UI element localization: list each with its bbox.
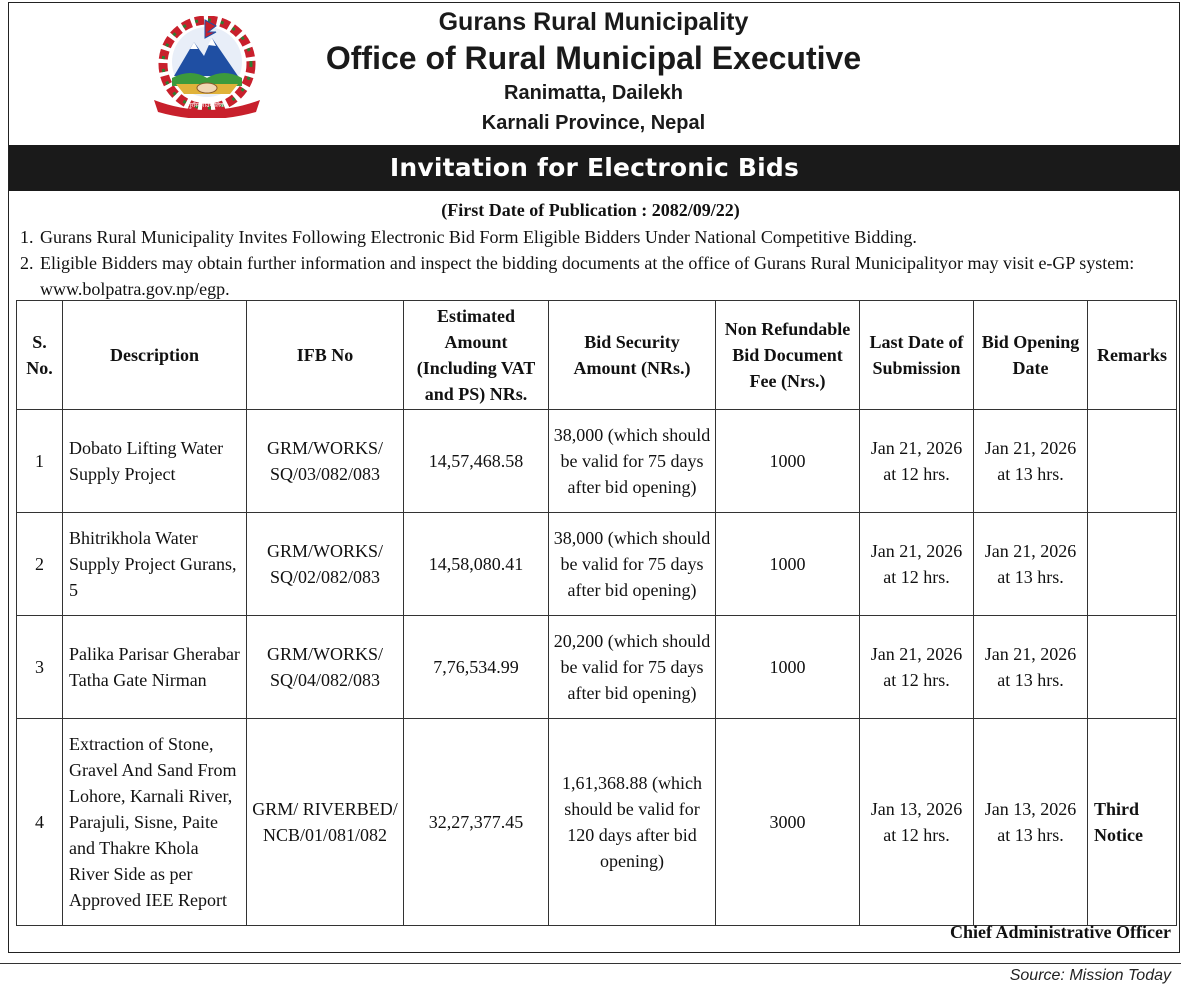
paragraph-text: Eligible Bidders may obtain further information and inspect the bidding documents at the office of Gurans Rural Municipalityor may visit e-GP system: www.bolpatra.gov.np/egp.: [40, 253, 1135, 299]
emblem-caption: गुराँस गाउँपालिका: [187, 102, 227, 109]
cell-last-date: Jan 13, 2026 at 12 hrs.: [860, 719, 974, 926]
cell-last-date: Jan 21, 2026 at 12 hrs.: [860, 410, 974, 513]
cell-last-date: Jan 21, 2026 at 12 hrs.: [860, 513, 974, 616]
table-row: [17, 616, 1177, 719]
header-ifb-no: IFB No: [247, 301, 404, 410]
table-row: [17, 513, 1177, 616]
cell-description: Bhitrikhola Water Supply Project Gurans, 5: [63, 513, 247, 616]
table-row: [17, 719, 1177, 926]
cell-description: Dobato Lifting Water Supply Project: [63, 410, 247, 513]
cell-sno: 2: [17, 513, 63, 616]
notice-banner: Invitation for Electronic Bids: [9, 145, 1180, 191]
source-credit: Source: Mission Today: [1009, 967, 1171, 984]
header-last-date: Last Date of Submission: [860, 301, 974, 410]
cell-amount: 14,58,080.41: [404, 513, 549, 616]
cell-security: 1,61,368.88 (which should be valid for 120 days after bid opening): [549, 719, 716, 926]
paragraph-1: [20, 224, 1020, 250]
header-estimated-amount: Estimated Amount (Including VAT and PS) NRs.: [404, 301, 549, 410]
cell-remarks: [1088, 616, 1177, 719]
bids-table: [16, 300, 1177, 926]
cell-remarks: [1088, 410, 1177, 513]
cell-remarks: [1088, 513, 1177, 616]
header-remarks: Remarks: [1088, 301, 1177, 410]
cell-fee: 1000: [716, 410, 860, 513]
cell-fee: 1000: [716, 513, 860, 616]
office-title: Office of Rural Municipal Executive: [325, 40, 862, 76]
paragraph-2: [20, 250, 1180, 302]
cell-ifb-no: GRM/WORKS/ SQ/04/082/083: [247, 616, 404, 719]
cell-ifb-no: GRM/ RIVERBED/ NCB/01/081/082: [247, 719, 404, 926]
cell-fee: 3000: [716, 719, 860, 926]
publication-date: (First Date of Publication : 2082/09/22): [441, 200, 740, 220]
header-description: Description: [63, 301, 247, 410]
cell-ifb-no: GRM/WORKS/ SQ/02/082/083: [247, 513, 404, 616]
cell-opening-date: Jan 21, 2026 at 13 hrs.: [974, 513, 1088, 616]
cell-opening-date: Jan 21, 2026 at 13 hrs.: [974, 410, 1088, 513]
header-document-fee: Non Refundable Bid Document Fee (Nrs.): [716, 301, 860, 410]
signatory: Chief Administrative Officer: [950, 922, 1171, 942]
cell-sno: 3: [17, 616, 63, 719]
cell-description: Extraction of Stone, Gravel And Sand From Lohore, Karnali River, Parajuli, Sisne, Paite and Thakre Khola River Side as per Approved IEE Report: [63, 719, 247, 926]
cell-remarks: Third Notice: [1088, 719, 1177, 926]
paragraph-number: 2.: [20, 253, 34, 273]
cell-amount: 32,27,377.45: [404, 719, 549, 926]
cell-opening-date: Jan 13, 2026 at 13 hrs.: [974, 719, 1088, 926]
cell-security: 38,000 (which should be valid for 75 days after bid opening): [549, 410, 716, 513]
cell-last-date: Jan 21, 2026 at 12 hrs.: [860, 616, 974, 719]
province-line: Karnali Province, Nepal: [481, 112, 706, 134]
header-opening-date: Bid Opening Date: [974, 301, 1088, 410]
cell-opening-date: Jan 21, 2026 at 13 hrs.: [974, 616, 1088, 719]
cell-amount: 14,57,468.58: [404, 410, 549, 513]
cell-fee: 1000: [716, 616, 860, 719]
header-bid-security: Bid Security Amount (NRs.): [549, 301, 716, 410]
cell-ifb-no: GRM/WORKS/ SQ/03/082/083: [247, 410, 404, 513]
cell-security: 20,200 (which should be valid for 75 days after bid opening): [549, 616, 716, 719]
cell-description: Palika Parisar Gherabar Tatha Gate Nirman: [63, 616, 247, 719]
bottom-divider: [0, 963, 1181, 964]
header-sno: S. No.: [17, 301, 63, 410]
paragraph-number: 1.: [20, 227, 34, 247]
table-header-row: [17, 301, 1177, 410]
municipality-name: Gurans Rural Municipality: [438, 8, 749, 36]
table-row: [17, 410, 1177, 513]
cell-amount: 7,76,534.99: [404, 616, 549, 719]
cell-security: 38,000 (which should be valid for 75 days after bid opening): [549, 513, 716, 616]
office-location: Ranimatta, Dailekh: [504, 82, 683, 104]
cell-sno: 1: [17, 410, 63, 513]
cell-sno: 4: [17, 719, 63, 926]
paragraph-text: Gurans Rural Municipality Invites Following Electronic Bid Form Eligible Bidders Under National Competitive Bidding.: [40, 227, 917, 247]
